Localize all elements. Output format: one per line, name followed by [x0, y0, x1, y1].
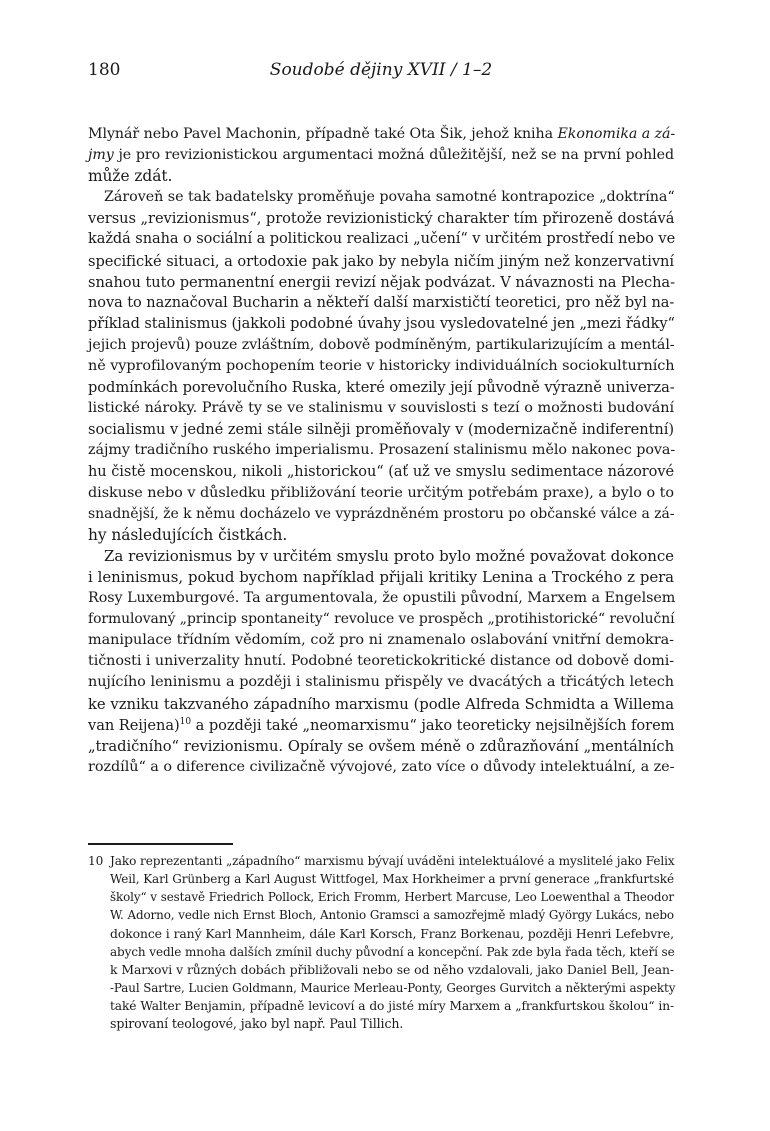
footnote-line: školy“ v sestavě Friedrich Pollock, Erich Fromm, Herbert Marcuse, Leo Loewenthal a Theodor: [110, 890, 674, 905]
text-line: jejich projevů) pouze zvláštním, dobově podmíněným, partikularizujícím a mentál-: [88, 336, 675, 353]
footnote-line: 10 Jako reprezentanti „západního“ marxismu bývají uváděni intelektuálové a myslitelé jako Felix: [88, 852, 674, 870]
text-line: nujícího leninismu a později i stalinismu přispěly ve dvacátých a třicátých letech: [88, 674, 674, 691]
footnote-line: abych vedle mnoha dalších zmínil duchy původní a koncepční. Pak zde byla řada těch, kteří se: [110, 944, 675, 959]
text-line: snadnější, že k němu docházelo ve vyprázdněném prostoru po občanské válce a zá-: [88, 505, 675, 522]
text-line: versus „revizionismus“, protože revizionistický charakter tím přirozeně dostává: [88, 210, 675, 228]
text-line: podmínkách porevolučního Ruska, které omezily její původně výrazně univerza-: [88, 379, 675, 397]
text-line: i leninismus, pokud bychom například přijali kritiky Lenina a Trockého z pera: [88, 567, 674, 586]
text-line: formulovaný „princip spontaneity“ revoluce ve prospěch „protihistorické“ revoluční: [88, 611, 675, 628]
text-line: van Reijena)$^{10}$ a později také „neomarxismu“ jako teoreticky nejsilnějších forem: [88, 716, 675, 734]
text-line: diskuse nebo v důsledku přibližování teorie určitým potřebám praxe), a bylo o to: [88, 484, 674, 501]
book-title: jmy: [88, 147, 114, 164]
footnote-line: spirovaní teologové, jako byl např. Paul Tillich.: [110, 1016, 404, 1032]
running-title: Soudobé dějiny XVII / 1–2: [269, 60, 493, 80]
text-line: příklad stalinismus (jakkoli podobné úvahy jsou vysledovatelné jen „mezi řádky“: [88, 315, 675, 332]
text-line: jmy je pro revizionistickou argumentaci možná důležitější, než se na první pohled: [88, 147, 674, 164]
book-title: Ekonomika a zá-: [557, 126, 676, 142]
page-header: [88, 60, 674, 82]
text-line: specifické situaci, a ortodoxie pak jako by nebyla ničím jiným než konzervativní: [88, 252, 674, 270]
text-line: snahou tuto permanentní energii revizí nějak podvázat. V návaznosti na Plecha-: [88, 273, 675, 291]
main-text: [88, 124, 674, 778]
text-line: ke vzniku takzvaného západního marxismu (podle Alfreda Schmidta a Willema: [88, 695, 674, 713]
text-line: hy následujících čistkách.: [88, 525, 288, 544]
footnote-number: 10: [88, 854, 104, 868]
text-line: manipulace třídním vědomím, což pro ni znamenalo oslabování vnitřní demokra-: [88, 632, 674, 649]
text-line: zájmy tradičního ruského imperialismu. Prosazení stalinismu mělo nakonec pova-: [88, 442, 676, 459]
text-line: Rosy Luxemburgové. Ta argumentovala, že opustili původní, Marxem a Engelsem: [88, 590, 676, 607]
footnote-line: Weil, Karl Grünberg a Karl August Wittfogel, Max Horkheimer a první generace „frankfurtské: [110, 872, 674, 887]
text-line: Zároveň se tak badatelsky proměňuje povaha samotné kontrapozice „doktrína“: [104, 189, 675, 206]
footnote-line: k Marxovi v různých dobách přibližovali nebo se od něho vzdalovali, jako Daniel Bell, Jean-: [110, 961, 674, 977]
footnote-line: také Walter Benjamin, případně levicoví a do jisté míry Marxem a „frankfurtskou školou“ in-: [110, 999, 674, 1014]
text-line: rozdílů“ a o diference civilizačně vývojové, zato více o důvody intelektuální, a ze-: [88, 758, 675, 775]
text-line: nova to naznačoval Bucharin a někteří další marxističtí teoretici, pro něž byl na-: [88, 294, 675, 311]
footnote-line: -Paul Sartre, Lucien Goldmann, Maurice Merleau-Ponty, Georges Gurvitch a některými aspekty: [110, 980, 676, 995]
text-line: Za revizionismus by v určitém smyslu proto bylo možné považovat dokonce: [104, 546, 674, 565]
footnote-reference[interactable]: 10: [179, 716, 191, 727]
text-line: ně vyprofilovaným pochopením teorie v historicky individuálních sociokulturních: [88, 358, 675, 375]
footnote: [88, 852, 674, 1033]
text-line: „tradičního“ revizionismu. Opíraly se ovšem méně o zdůrazňování „mentálních: [88, 737, 674, 755]
text-line: každá snaha o sociální a politickou realizaci „učení“ v určitém prostředí nebo ve: [88, 231, 676, 248]
text-line: tičnosti i univerzality hnutí. Podobné teoretickokritické distance od dobově domi-: [88, 653, 675, 670]
text-line: socialismu v jedné zemi stále silněji proměňovaly v (modernizačně indiferentní): [88, 421, 674, 439]
page-number: 180: [88, 60, 121, 80]
text-line: hu čistě mocenskou, nikoli „historickou“ (ať už ve smyslu sedimentace názorové: [88, 463, 674, 480]
text-line: může zdát.: [88, 167, 173, 186]
footnote-separator: [88, 843, 233, 845]
footnote-line: W. Adorno, vedle nich Ernst Bloch, Antonio Gramsci a samozřejmě mladý György Lukács, nebo: [110, 908, 674, 923]
text-line: Mlynář nebo Pavel Machonin, případně také Ota Šik, jehož kniha Ekonomika a zá-: [88, 126, 676, 142]
text-line: listické nároky. Právě ty se ve stalinismu v souvislosti s tezí o možnosti budování: [88, 400, 674, 417]
footnote-line: dokonce i raný Karl Mannheim, dále Karl Korsch, Franz Borkenau, později Henri Lefebvre,: [110, 925, 674, 941]
